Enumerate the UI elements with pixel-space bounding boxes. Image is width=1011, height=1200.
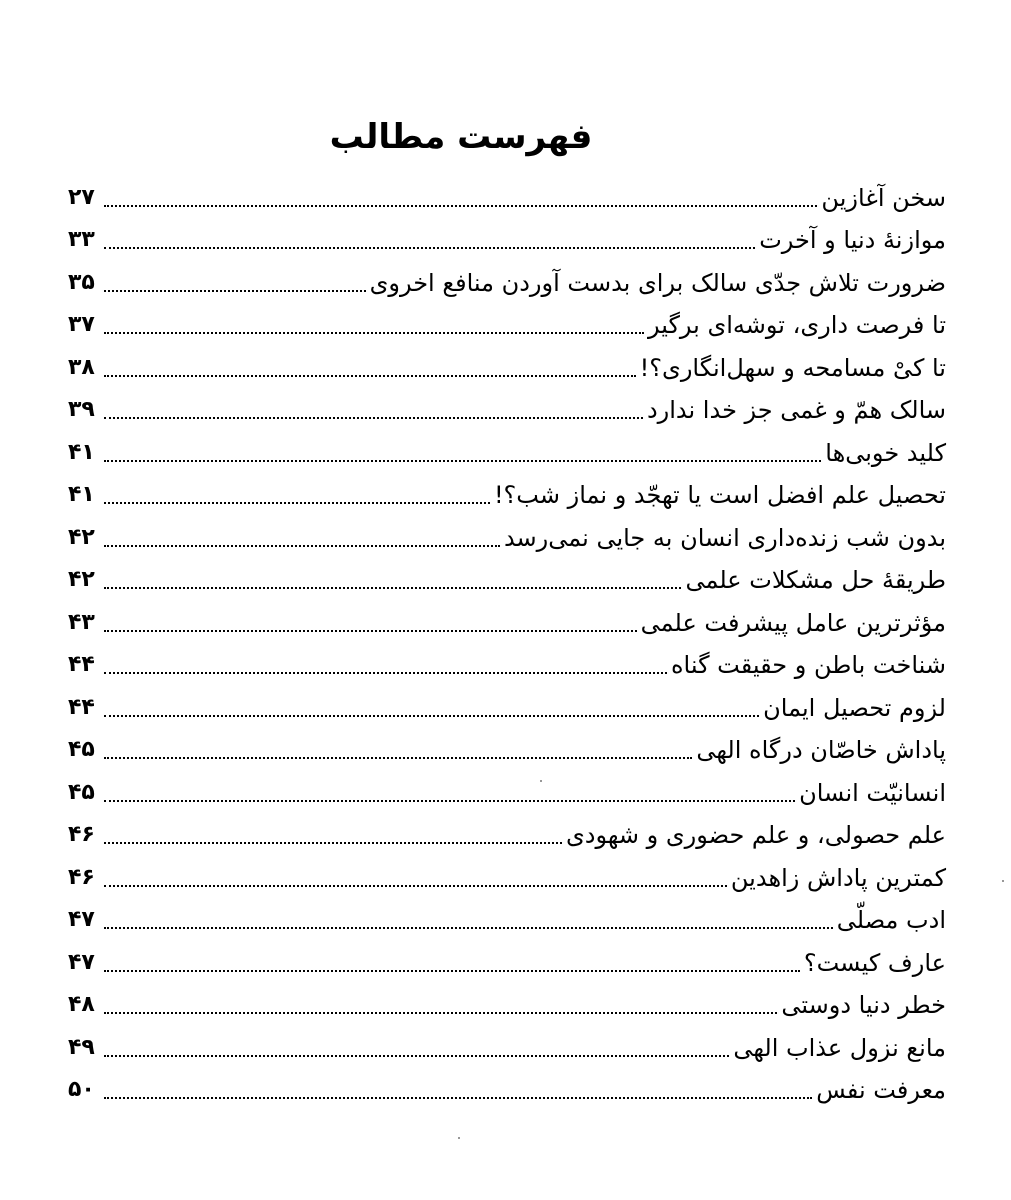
page-number: ۴۲ — [68, 524, 95, 550]
dot-leader — [104, 331, 644, 334]
dot-leader — [104, 1054, 729, 1057]
toc-entry — [68, 895, 946, 938]
entry-title: مؤثرترین عامل پیشرفت علمی — [640, 608, 946, 637]
page-number: ۴۱ — [68, 482, 95, 507]
page-number: ۴۶ — [68, 864, 95, 890]
entry-title: معرفت نفس — [816, 1076, 946, 1104]
paper-speck — [540, 780, 542, 782]
dot-leader — [104, 629, 637, 632]
entry-title: تحصیل علم افضل است یا تهجّد و نماز شب؟! — [493, 481, 946, 509]
entry-title: ضرورت تلاش جدّی سالک برای بدست آوردن منافع اخروی — [369, 268, 946, 297]
table-of-contents — [68, 172, 946, 1107]
toc-entry — [68, 852, 946, 895]
toc-entry — [68, 172, 946, 215]
toc-entry — [68, 682, 946, 725]
dot-leader — [104, 289, 366, 292]
page-number: ۴۹ — [68, 1034, 95, 1060]
toc-entry — [68, 300, 946, 343]
page-number: ۴۷ — [68, 907, 95, 932]
page-number: ۴۵ — [68, 737, 95, 762]
toc-entry — [68, 980, 946, 1023]
page-number: ۴۶ — [68, 822, 95, 847]
entry-title: طریقهٔ حل مشکلات علمی — [685, 566, 946, 594]
paper-speck — [1002, 880, 1004, 882]
dot-leader — [104, 756, 692, 759]
dot-leader — [104, 246, 755, 249]
page-number: ۴۳ — [68, 609, 95, 635]
entry-title: ادب مصلّی — [836, 906, 946, 934]
dot-leader — [104, 884, 727, 887]
dot-leader — [104, 501, 490, 504]
dot-leader — [104, 459, 821, 462]
page-number: ۵۰ — [68, 1077, 95, 1102]
toc-entry — [68, 215, 946, 258]
page-number: ۳۳ — [68, 227, 95, 252]
toc-entry — [68, 342, 946, 385]
page-number: ۳۹ — [68, 397, 95, 422]
page-number: ۴۱ — [68, 439, 95, 465]
entry-title: پاداش خاصّان درگاه الهی — [696, 736, 946, 764]
entry-title: کمترین پاداش زاهدین — [730, 863, 946, 892]
entry-title: سالک همّ و غمی جز خدا ندارد — [646, 396, 946, 424]
toc-entry — [68, 640, 946, 683]
dot-leader — [104, 586, 681, 589]
page-title: فهرست مطالب — [329, 117, 593, 157]
dot-leader — [104, 841, 562, 844]
page-number: ۳۷ — [68, 312, 95, 337]
entry-title: سخن آغازین — [821, 183, 946, 212]
toc-entry — [68, 512, 946, 555]
entry-title: عارف کیست؟ — [803, 948, 946, 977]
entry-title: موازنهٔ دنیا و آخرت — [759, 226, 946, 254]
entry-title: تا فرصت داری، توشه‌ای برگیر — [648, 311, 946, 339]
dot-leader — [104, 969, 800, 972]
entry-title: شناخت باطن و حقیقت گناه — [670, 651, 946, 679]
dot-leader — [104, 799, 795, 802]
dot-leader — [104, 926, 833, 929]
toc-entry — [68, 427, 946, 470]
dot-leader — [104, 416, 643, 419]
entry-title: بدون شب زنده‌داری انسان به جایی نمی‌رسد — [503, 523, 946, 552]
toc-entry — [68, 1065, 946, 1108]
dot-leader — [104, 671, 667, 674]
entry-title: انسانیّت انسان — [799, 778, 946, 807]
entry-title: لزوم تحصیل ایمان — [763, 693, 946, 722]
dot-leader — [104, 1011, 777, 1014]
dot-leader — [104, 374, 636, 377]
toc-entry — [68, 257, 946, 300]
toc-entry — [68, 597, 946, 640]
page-number: ۲۷ — [68, 184, 95, 210]
entry-title: کلید خوبی‌ها — [825, 438, 946, 467]
page-number: ۴۴ — [68, 652, 95, 677]
toc-entry — [68, 767, 946, 810]
page-number: ۴۷ — [68, 949, 95, 975]
page-number: ۴۲ — [68, 567, 95, 592]
toc-entry — [68, 385, 946, 428]
page-number: ۳۵ — [68, 269, 95, 295]
page-number: ۳۸ — [68, 354, 95, 380]
toc-entry — [68, 470, 946, 513]
entry-title: علم حصولی، و علم حضوری و شهودی — [565, 821, 946, 849]
toc-entry — [68, 1022, 946, 1065]
page-number: ۴۸ — [68, 992, 95, 1017]
entry-title: تا کیْ مسامحه و سهل‌انگاری؟! — [639, 353, 946, 382]
paper-speck — [458, 1137, 460, 1139]
entry-title: مانع نزول عذاب الهی — [733, 1033, 946, 1062]
dot-leader — [104, 204, 817, 207]
page-number: ۴۵ — [68, 779, 95, 805]
dot-leader — [104, 544, 500, 547]
toc-entry — [68, 810, 946, 853]
toc-entry — [68, 937, 946, 980]
entry-title: خطر دنیا دوستی — [781, 991, 946, 1019]
toc-entry — [68, 725, 946, 768]
toc-entry — [68, 555, 946, 598]
dot-leader — [104, 1096, 812, 1099]
page-number: ۴۴ — [68, 694, 95, 720]
dot-leader — [104, 714, 759, 717]
